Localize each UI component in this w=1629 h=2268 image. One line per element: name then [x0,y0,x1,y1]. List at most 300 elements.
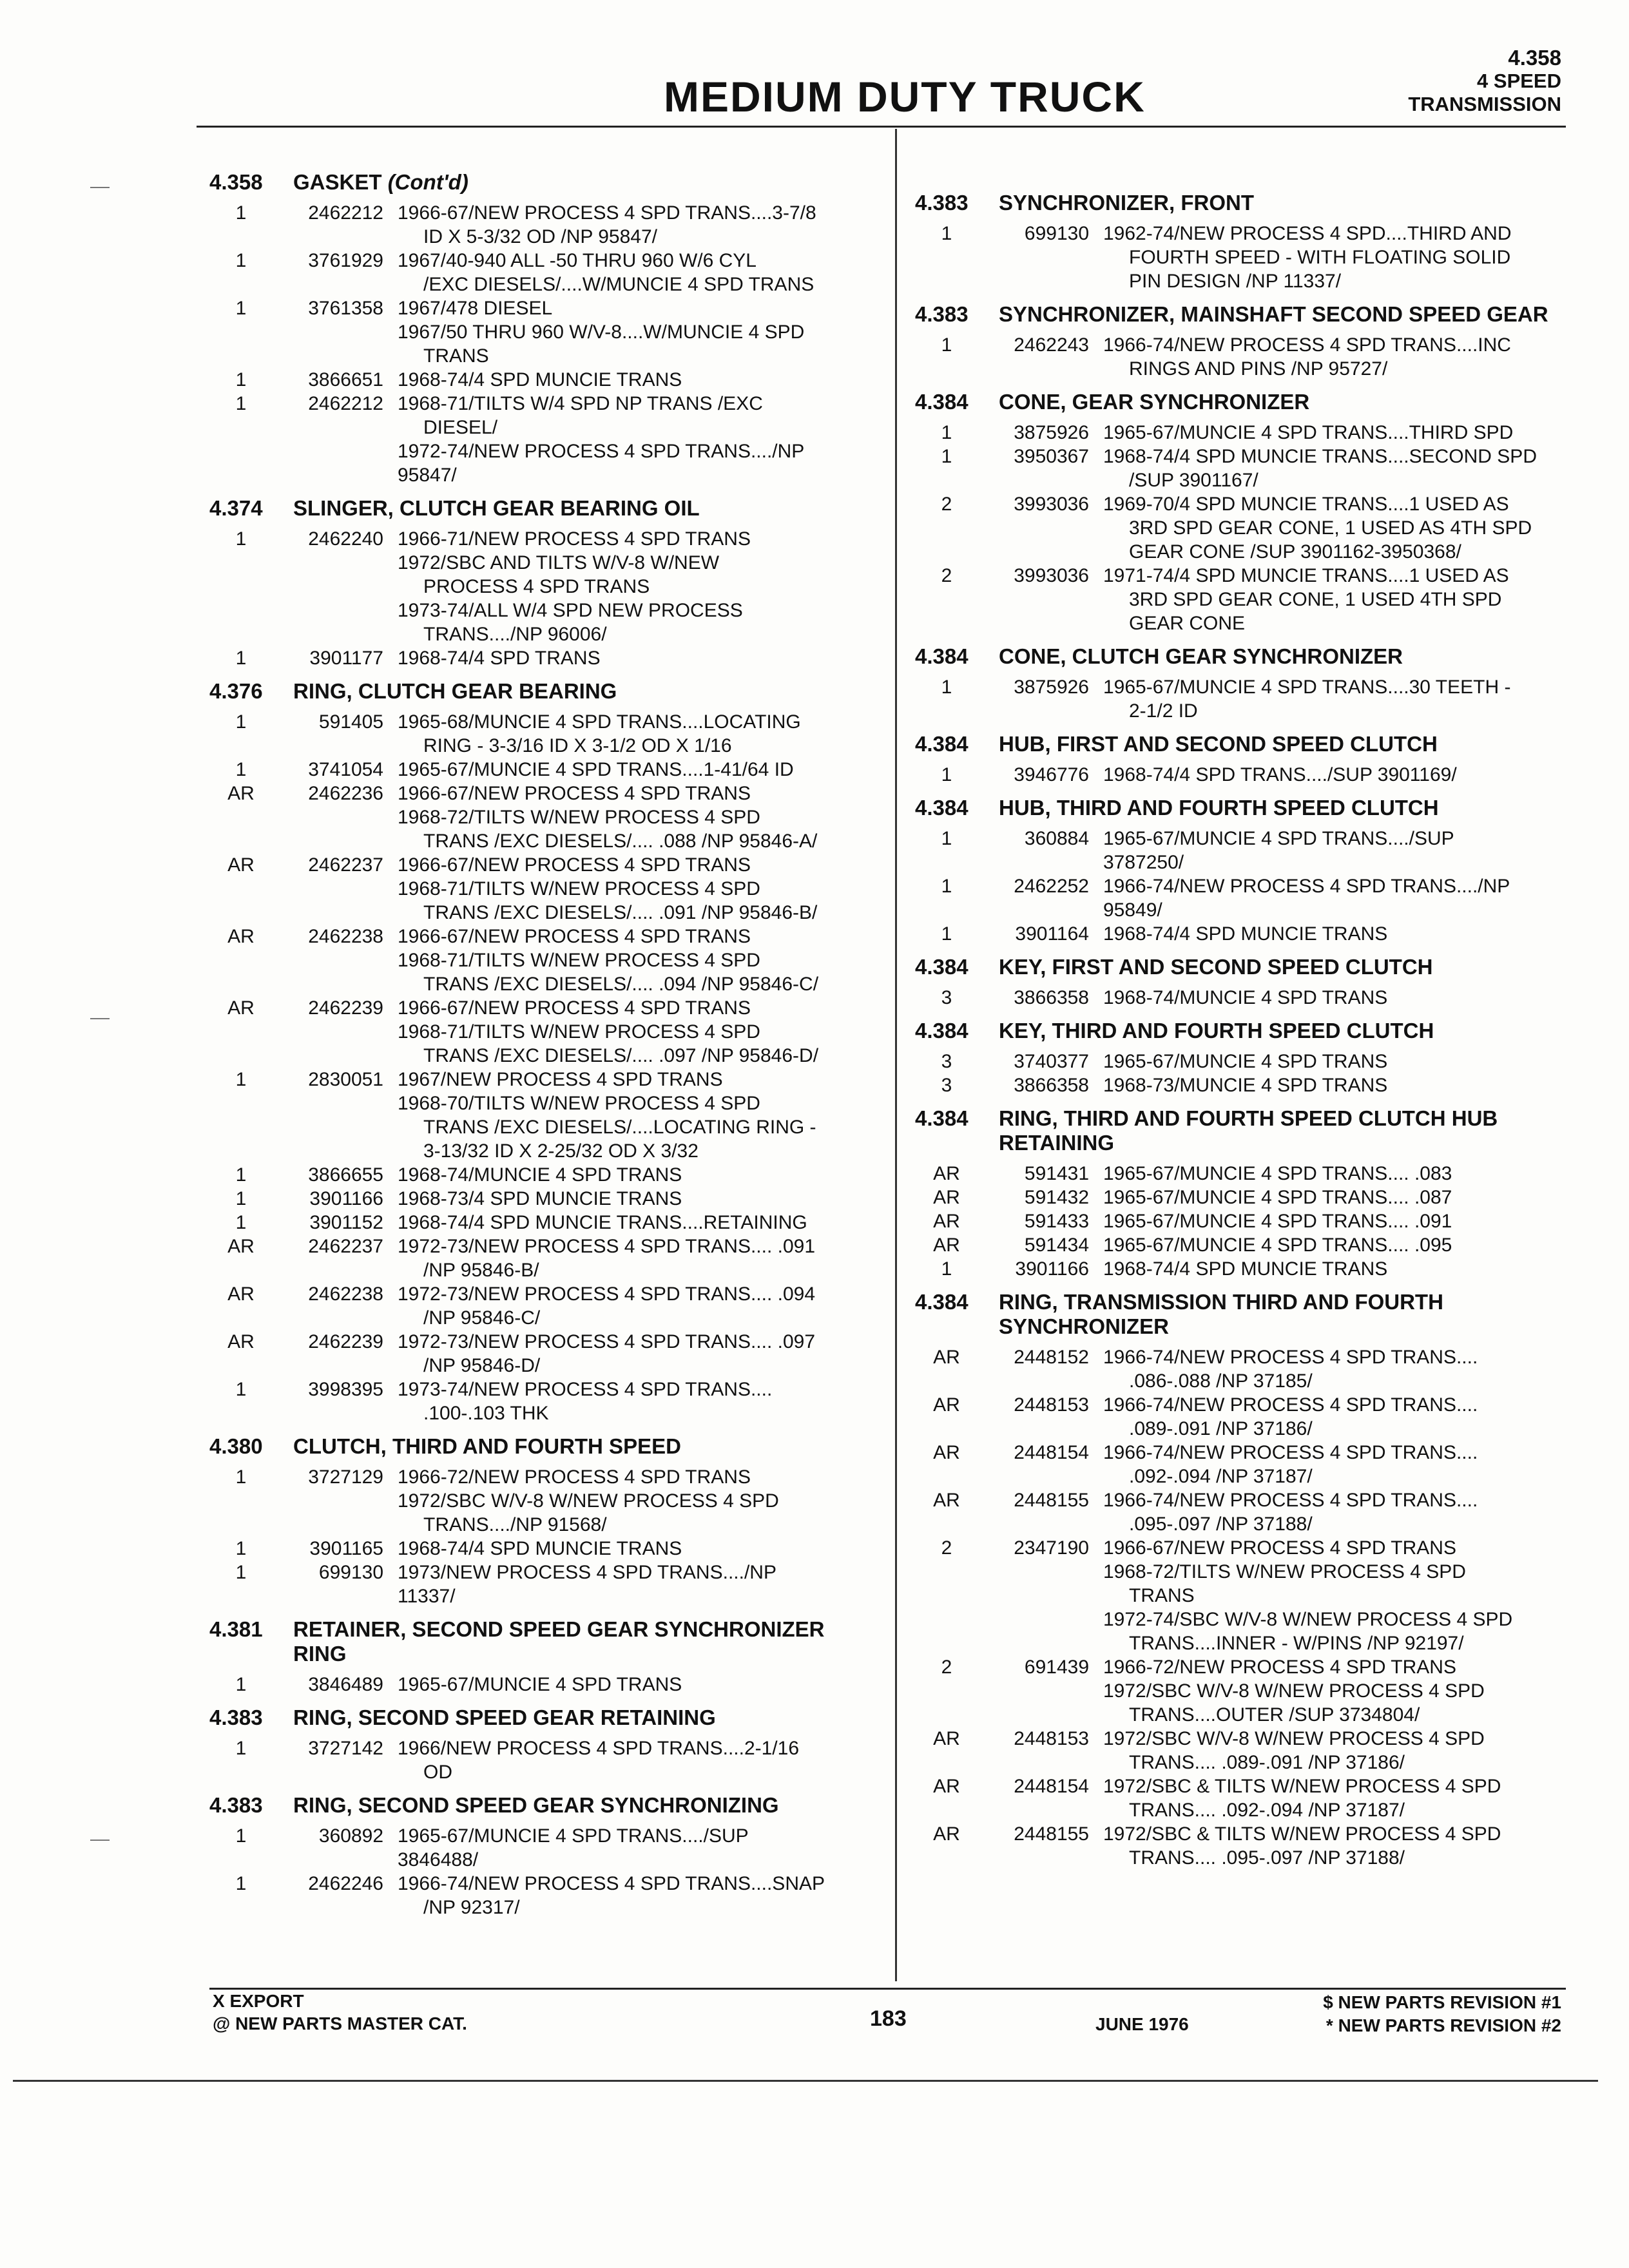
part-entry [915,1162,1572,1186]
section-number: 4.358 [1508,46,1561,70]
part-quantity: 1 [235,202,247,224]
group-line-2: TRANSMISSION [1408,93,1561,115]
description-line: 1966/NEW PROCESS 4 SPD TRANS....2-1/16 [398,1738,800,1759]
part-number: 2462239 [308,997,383,1019]
part-entry [915,922,1572,946]
part-number: 3946776 [1014,764,1089,785]
part-description [1103,675,1572,723]
part-entry [209,1163,876,1187]
part-description [398,1187,876,1211]
part-quantity: 1 [235,711,247,733]
part-entry [915,1209,1572,1233]
description-line: 1965-67/MUNCIE 4 SPD TRANS.... .087 [1103,1187,1452,1208]
section-title [915,796,1572,820]
part-entry [209,1537,876,1561]
part-quantity: 1 [235,1738,247,1759]
description-line: 1968-71/TILTS W/NEW PROCESS 4 SPD [398,1021,760,1043]
description-line: 1968-74/4 SPD MUNCIE TRANS [1103,923,1388,945]
description-line: TRANS /EXC DIESELS/....LOCATING RING - [423,1117,816,1138]
part-quantity: 2 [941,565,952,586]
section-number: 4.376 [209,679,263,703]
part-description [1103,1345,1572,1393]
part-description [1103,421,1572,445]
description-line: 11337/ [398,1586,456,1607]
part-entry [915,1655,1572,1727]
section-heading [915,732,1572,756]
section-heading [209,1706,876,1730]
section-number: 4.383 [209,1793,263,1817]
part-number: 3866358 [1014,1075,1089,1096]
part-entry [915,1774,1572,1822]
section-title [209,170,876,195]
section-heading [915,390,1572,414]
section-number: 4.380 [209,1434,263,1458]
part-number: 591431 [1024,1163,1089,1184]
section-heading [209,679,876,704]
part-entry [915,421,1572,445]
part-number: 3740377 [1014,1051,1089,1072]
part-number: 691439 [1024,1657,1089,1678]
part-description [1103,922,1572,946]
part-number: 3901152 [309,1212,383,1233]
description-line: TRANS..../NP 96006/ [423,624,607,645]
footer-revision-1: $ NEW PARTS REVISION #1 [1323,1992,1561,2012]
description-line: 1968-73/4 SPD MUNCIE TRANS [398,1188,682,1209]
part-number: 2462246 [308,1873,383,1894]
part-number: 3875926 [1014,677,1089,698]
part-quantity: AR [227,854,255,876]
part-number: 2462240 [308,528,383,550]
part-entry [915,1186,1572,1209]
part-number: 3846489 [308,1674,383,1695]
section-title [209,1706,876,1730]
description-line: 1967/50 THRU 960 W/V-8....W/MUNCIE 4 SPD [398,322,805,343]
part-quantity: 1 [235,1164,247,1186]
description-line: 1965-67/MUNCIE 4 SPD TRANS..../SUP [398,1825,749,1847]
description-line: /EXC DIESELS/....W/MUNCIE 4 SPD TRANS [423,274,815,295]
part-description [398,1561,876,1608]
section-title-text: HUB, THIRD AND FOURTH SPEED CLUTCH [999,796,1439,820]
description-line: 1968-70/TILTS W/NEW PROCESS 4 SPD [398,1093,760,1114]
description-line: 1968-74/4 SPD MUNCIE TRANS....SECOND SPD [1103,446,1537,467]
part-quantity: 1 [235,393,247,414]
description-line: TRANS.... .089-.091 /NP 37186/ [1129,1752,1405,1773]
part-number: 3866655 [308,1164,383,1186]
section-number: 4.384 [915,732,969,756]
part-quantity: 1 [941,828,952,849]
description-line: .100-.103 THK [423,1403,549,1424]
part-quantity: AR [933,1776,960,1797]
part-number: 2448152 [1014,1347,1089,1368]
part-description [1103,1488,1572,1536]
part-number: 2462212 [308,393,383,414]
section-heading [915,1019,1572,1043]
section-title [915,191,1572,215]
description-line: TRANS [1129,1585,1195,1606]
description-line: RING - 3-3/16 ID X 3-1/2 OD X 1/16 [423,735,732,756]
section-title-text: RING, THIRD AND FOURTH SPEED CLUTCH HUB RETAINING [999,1106,1498,1155]
part-number: 2448153 [1014,1728,1089,1749]
part-quantity: 1 [941,923,952,945]
description-line: 1965-67/MUNCIE 4 SPD TRANS....1-41/64 ID [398,759,794,780]
part-quantity: AR [933,1163,960,1184]
section-number: 4.384 [915,1106,969,1130]
description-line: TRANS.... .095-.097 /NP 37188/ [1129,1847,1405,1869]
part-quantity: 1 [235,1188,247,1209]
part-entry [209,1561,876,1608]
part-entry [915,1233,1572,1257]
description-line: TRANS..../NP 91568/ [423,1514,607,1535]
section-heading [915,191,1572,215]
section-heading [209,496,876,521]
left-column [209,161,876,1919]
section-heading [915,644,1572,669]
part-description [1103,874,1572,922]
part-quantity: AR [933,1442,960,1463]
part-number: 2462239 [308,1331,383,1352]
part-description [398,527,876,646]
part-quantity: AR [933,1394,960,1416]
description-line: RINGS AND PINS /NP 95727/ [1129,358,1388,380]
description-line: 1966-74/NEW PROCESS 4 SPD TRANS....SNAP [398,1873,825,1894]
description-line: 1968-71/TILTS W/4 SPD NP TRANS /EXC [398,393,763,414]
part-number: 2462236 [308,783,383,804]
part-number: 3866358 [1014,987,1089,1008]
footer-rule [209,1988,1566,1990]
part-description [398,1282,876,1330]
description-line: TRANS /EXC DIESELS/.... .094 /NP 95846-C/ [423,974,819,995]
part-quantity: 3 [941,1075,952,1096]
section-heading [209,170,876,195]
part-quantity: 1 [235,250,247,271]
description-line: 1965-67/MUNCIE 4 SPD TRANS....THIRD SPD [1103,422,1514,443]
part-quantity: 1 [941,422,952,443]
part-description [1103,1822,1572,1870]
description-line: 1968-72/TILTS W/NEW PROCESS 4 SPD [1103,1561,1466,1582]
part-number: 591405 [318,711,383,733]
description-line: 1965-67/MUNCIE 4 SPD TRANS..../SUP [1103,828,1454,849]
part-entry [915,1257,1572,1281]
part-description [1103,1655,1572,1727]
part-description [398,1235,876,1282]
part-description [398,368,876,392]
part-entry [915,763,1572,787]
description-line: 1966-67/NEW PROCESS 4 SPD TRANS [398,997,751,1019]
part-description [398,1211,876,1235]
description-line: 2-1/2 ID [1129,700,1198,722]
part-entry [209,1235,876,1282]
part-entry [915,445,1572,492]
description-line: 1966-74/NEW PROCESS 4 SPD TRANS.... [1103,1347,1478,1368]
description-line: 1968-74/4 SPD MUNCIE TRANS [1103,1258,1388,1280]
description-line: 1966-74/NEW PROCESS 4 SPD TRANS.... [1103,1442,1478,1463]
section-title [915,1106,1572,1155]
part-number: 3761929 [308,250,383,271]
part-entry [915,827,1572,874]
part-description [398,1537,876,1561]
description-line: 1968-74/4 SPD MUNCIE TRANS [398,1538,682,1559]
part-quantity: AR [227,926,255,947]
section-number: 4.384 [915,1290,969,1314]
part-description [398,1736,876,1784]
description-line: 1962-74/NEW PROCESS 4 SPD....THIRD AND [1103,223,1512,244]
description-line: PROCESS 4 SPD TRANS [423,576,650,597]
part-quantity: 1 [941,446,952,467]
description-line: 1968-74/4 SPD TRANS..../SUP 3901169/ [1103,764,1457,785]
description-line: 1966-67/NEW PROCESS 4 SPD TRANS....3-7/8 [398,202,816,224]
section-number: 4.384 [915,1019,969,1043]
part-quantity: 1 [235,1873,247,1894]
part-description [398,782,876,853]
footer-export-note: X EXPORT [213,1991,304,2011]
description-line: 1967/40-940 ALL -50 THRU 960 W/6 CYL [398,250,757,271]
description-line: /SUP 3901167/ [1129,470,1258,491]
description-line: .092-.094 /NP 37187/ [1129,1466,1313,1487]
description-line: 1966-67/NEW PROCESS 4 SPD TRANS [398,854,751,876]
part-description [1103,1162,1572,1186]
description-line: 1966-67/NEW PROCESS 4 SPD TRANS [398,926,751,947]
part-number: 3761358 [308,298,383,319]
part-quantity: 3 [941,987,952,1008]
description-line: /NP 95846-B/ [423,1260,539,1281]
page-title: MEDIUM DUTY TRUCK [664,73,1146,120]
part-entry [915,986,1572,1010]
part-description [1103,1774,1572,1822]
section-title [915,732,1572,756]
part-description [398,1068,876,1163]
section-heading [915,302,1572,327]
part-quantity: AR [933,1235,960,1256]
description-line: 1966-67/NEW PROCESS 4 SPD TRANS [1103,1537,1456,1559]
part-entry [915,1393,1572,1441]
part-quantity: AR [933,1490,960,1511]
part-number: 2448154 [1014,1442,1089,1463]
part-entry [915,1073,1572,1097]
part-quantity: 1 [941,1258,952,1280]
part-quantity: 1 [235,1562,247,1583]
section-number: 4.384 [915,644,969,668]
part-quantity: 1 [235,1069,247,1090]
description-line: OD [423,1762,452,1783]
column-divider [895,129,897,1981]
part-number: 2448155 [1014,1490,1089,1511]
part-number: 2448154 [1014,1776,1089,1797]
part-entry [915,1727,1572,1774]
description-line: 1973-74/ALL W/4 SPD NEW PROCESS [398,600,743,621]
part-quantity: 1 [235,1466,247,1488]
part-quantity: 1 [941,223,952,244]
part-entry [209,1872,876,1919]
part-quantity: 1 [235,759,247,780]
description-line: 1965-67/MUNCIE 4 SPD TRANS....30 TEETH - [1103,677,1511,698]
part-description [1103,222,1572,293]
part-entry [209,527,876,646]
description-line: TRANS....INNER - W/PINS /NP 92197/ [1129,1633,1464,1654]
page-number: 183 [870,2006,907,2031]
part-quantity: 1 [235,1538,247,1559]
right-column [915,182,1572,1870]
part-number: 2462243 [1014,334,1089,356]
section-title [915,390,1572,414]
part-description [398,1378,876,1425]
part-number: 3875926 [1014,422,1089,443]
header-rule [197,126,1566,128]
part-number: 3998395 [308,1379,383,1400]
section-title-text: HUB, FIRST AND SECOND SPEED CLUTCH [999,732,1438,756]
description-line: PIN DESIGN /NP 11337/ [1129,271,1342,292]
part-entry [915,1822,1572,1870]
description-line: 1965-67/MUNCIE 4 SPD TRANS.... .095 [1103,1235,1452,1256]
part-number: 3901165 [309,1538,383,1559]
description-line: 1968-71/TILTS W/NEW PROCESS 4 SPD [398,950,760,971]
part-quantity: 1 [941,677,952,698]
bottom-rule [13,2080,1598,2082]
part-entry [209,925,876,996]
description-line: 1972-74/SBC W/V-8 W/NEW PROCESS 4 SPD [1103,1609,1513,1630]
section-heading [209,1434,876,1459]
description-line: 1968-74/4 SPD MUNCIE TRANS [398,369,682,390]
part-description [398,249,876,296]
part-quantity: 1 [235,298,247,319]
part-quantity: AR [933,1187,960,1208]
description-line: 1965-67/MUNCIE 4 SPD TRANS.... .091 [1103,1211,1452,1232]
part-description [1103,763,1572,787]
part-description [1103,1209,1572,1233]
part-quantity: 1 [235,1674,247,1695]
section-number: 4.381 [209,1617,263,1641]
part-entry [915,874,1572,922]
description-line: 1968-74/4 SPD TRANS [398,648,601,669]
part-description [398,1163,876,1187]
part-description [1103,827,1572,874]
part-entry [209,249,876,296]
part-description [398,853,876,925]
description-line: TRANS....OUTER /SUP 3734804/ [1129,1704,1420,1725]
description-line: 1968-74/MUNCIE 4 SPD TRANS [1103,987,1388,1008]
part-description [398,758,876,782]
section-heading [209,1617,876,1666]
part-description [1103,1536,1572,1655]
part-number: 591432 [1024,1187,1089,1208]
description-line: 3RD SPD GEAR CONE, 1 USED 4TH SPD [1129,589,1502,610]
description-line: 1972/SBC W/V-8 W/NEW PROCESS 4 SPD [398,1490,779,1512]
description-line: 3787250/ [1103,852,1184,873]
part-entry [915,1488,1572,1536]
description-line: 1972-73/NEW PROCESS 4 SPD TRANS.... .097 [398,1331,816,1352]
description-line: ID X 5-3/32 OD /NP 95847/ [423,226,657,247]
description-line: 1965-67/MUNCIE 4 SPD TRANS [398,1674,682,1695]
description-line: 1972/SBC AND TILTS W/V-8 W/NEW [398,552,720,573]
description-line: 1972-73/NEW PROCESS 4 SPD TRANS.... .091 [398,1236,816,1257]
section-number: 4.384 [915,796,969,820]
description-line: 1972/SBC W/V-8 W/NEW PROCESS 4 SPD [1103,1680,1485,1702]
description-line: 3RD SPD GEAR CONE, 1 USED AS 4TH SPD [1129,517,1532,539]
footer-master-cat-note: @ NEW PARTS MASTER CAT. [213,2013,467,2033]
part-description [398,296,876,368]
part-number: 2347190 [1014,1537,1089,1559]
description-line: 1966-72/NEW PROCESS 4 SPD TRANS [1103,1657,1456,1678]
part-quantity: AR [227,997,255,1019]
description-line: DIESEL/ [423,417,498,438]
section-title-text: CLUTCH, THIRD AND FOURTH SPEED [293,1434,681,1458]
section-title-text: GASKET [293,170,382,194]
description-line: GEAR CONE [1129,613,1246,634]
section-heading [209,1793,876,1818]
part-description [1103,1233,1572,1257]
part-entry [209,710,876,758]
section-title [209,679,876,704]
part-quantity: AR [933,1211,960,1232]
part-entry [209,1465,876,1537]
description-line: 1965-68/MUNCIE 4 SPD TRANS....LOCATING [398,711,801,733]
section-number: 4.383 [915,191,969,215]
description-line: 1967/478 DIESEL [398,298,553,319]
description-line: 1968-74/4 SPD MUNCIE TRANS....RETAINING [398,1212,807,1233]
part-description [398,392,876,487]
part-number: 699130 [1024,223,1089,244]
part-entry [209,1673,876,1696]
description-line: 1968-73/MUNCIE 4 SPD TRANS [1103,1075,1388,1096]
description-line: .086-.088 /NP 37185/ [1129,1370,1313,1392]
part-description [1103,492,1572,564]
part-description [398,996,876,1068]
part-entry [915,564,1572,635]
section-title-text: CONE, CLUTCH GEAR SYNCHRONIZER [999,644,1403,668]
part-quantity: AR [227,783,255,804]
section-title-text: RETAINER, SECOND SPEED GEAR SYNCHRONIZER RING [293,1617,825,1666]
part-entry [209,1282,876,1330]
part-number: 2462212 [308,202,383,224]
part-entry [209,996,876,1068]
margin-mark [90,187,110,188]
part-quantity: 1 [941,764,952,785]
part-entry [209,646,876,670]
section-heading [915,796,1572,820]
part-entry [915,1441,1572,1488]
part-number: 3866651 [308,369,383,390]
part-number: 591434 [1024,1235,1089,1256]
part-number: 591433 [1024,1211,1089,1232]
section-number: 4.374 [209,496,263,520]
description-line: 1965-67/MUNCIE 4 SPD TRANS.... .083 [1103,1163,1452,1184]
description-line: 1968-71/TILTS W/NEW PROCESS 4 SPD [398,878,760,899]
part-description [398,1330,876,1378]
part-entry [915,1050,1572,1073]
section-title-text: SYNCHRONIZER, MAINSHAFT SECOND SPEED GEAR [999,302,1548,326]
part-number: 2462252 [1014,876,1089,897]
part-number: 3950367 [1014,446,1089,467]
section-title-text: RING, SECOND SPEED GEAR SYNCHRONIZING [293,1793,779,1817]
description-line: /NP 92317/ [423,1897,520,1918]
description-line: 1966-67/NEW PROCESS 4 SPD TRANS [398,783,751,804]
part-entry [209,1378,876,1425]
part-entry [209,1187,876,1211]
part-quantity: 3 [941,1051,952,1072]
section-title [915,955,1572,979]
part-description [398,646,876,670]
section-title [209,1617,876,1666]
part-description [1103,445,1572,492]
part-number: 3741054 [308,759,383,780]
part-description [398,1465,876,1537]
part-description [1103,564,1572,635]
description-line: 1968-74/MUNCIE 4 SPD TRANS [398,1164,682,1186]
part-number: 2462237 [308,1236,383,1257]
part-description [1103,1257,1572,1281]
description-line: TRANS /EXC DIESELS/.... .088 /NP 95846-A/ [423,831,818,852]
part-number: 3993036 [1014,494,1089,515]
section-title [915,644,1572,669]
